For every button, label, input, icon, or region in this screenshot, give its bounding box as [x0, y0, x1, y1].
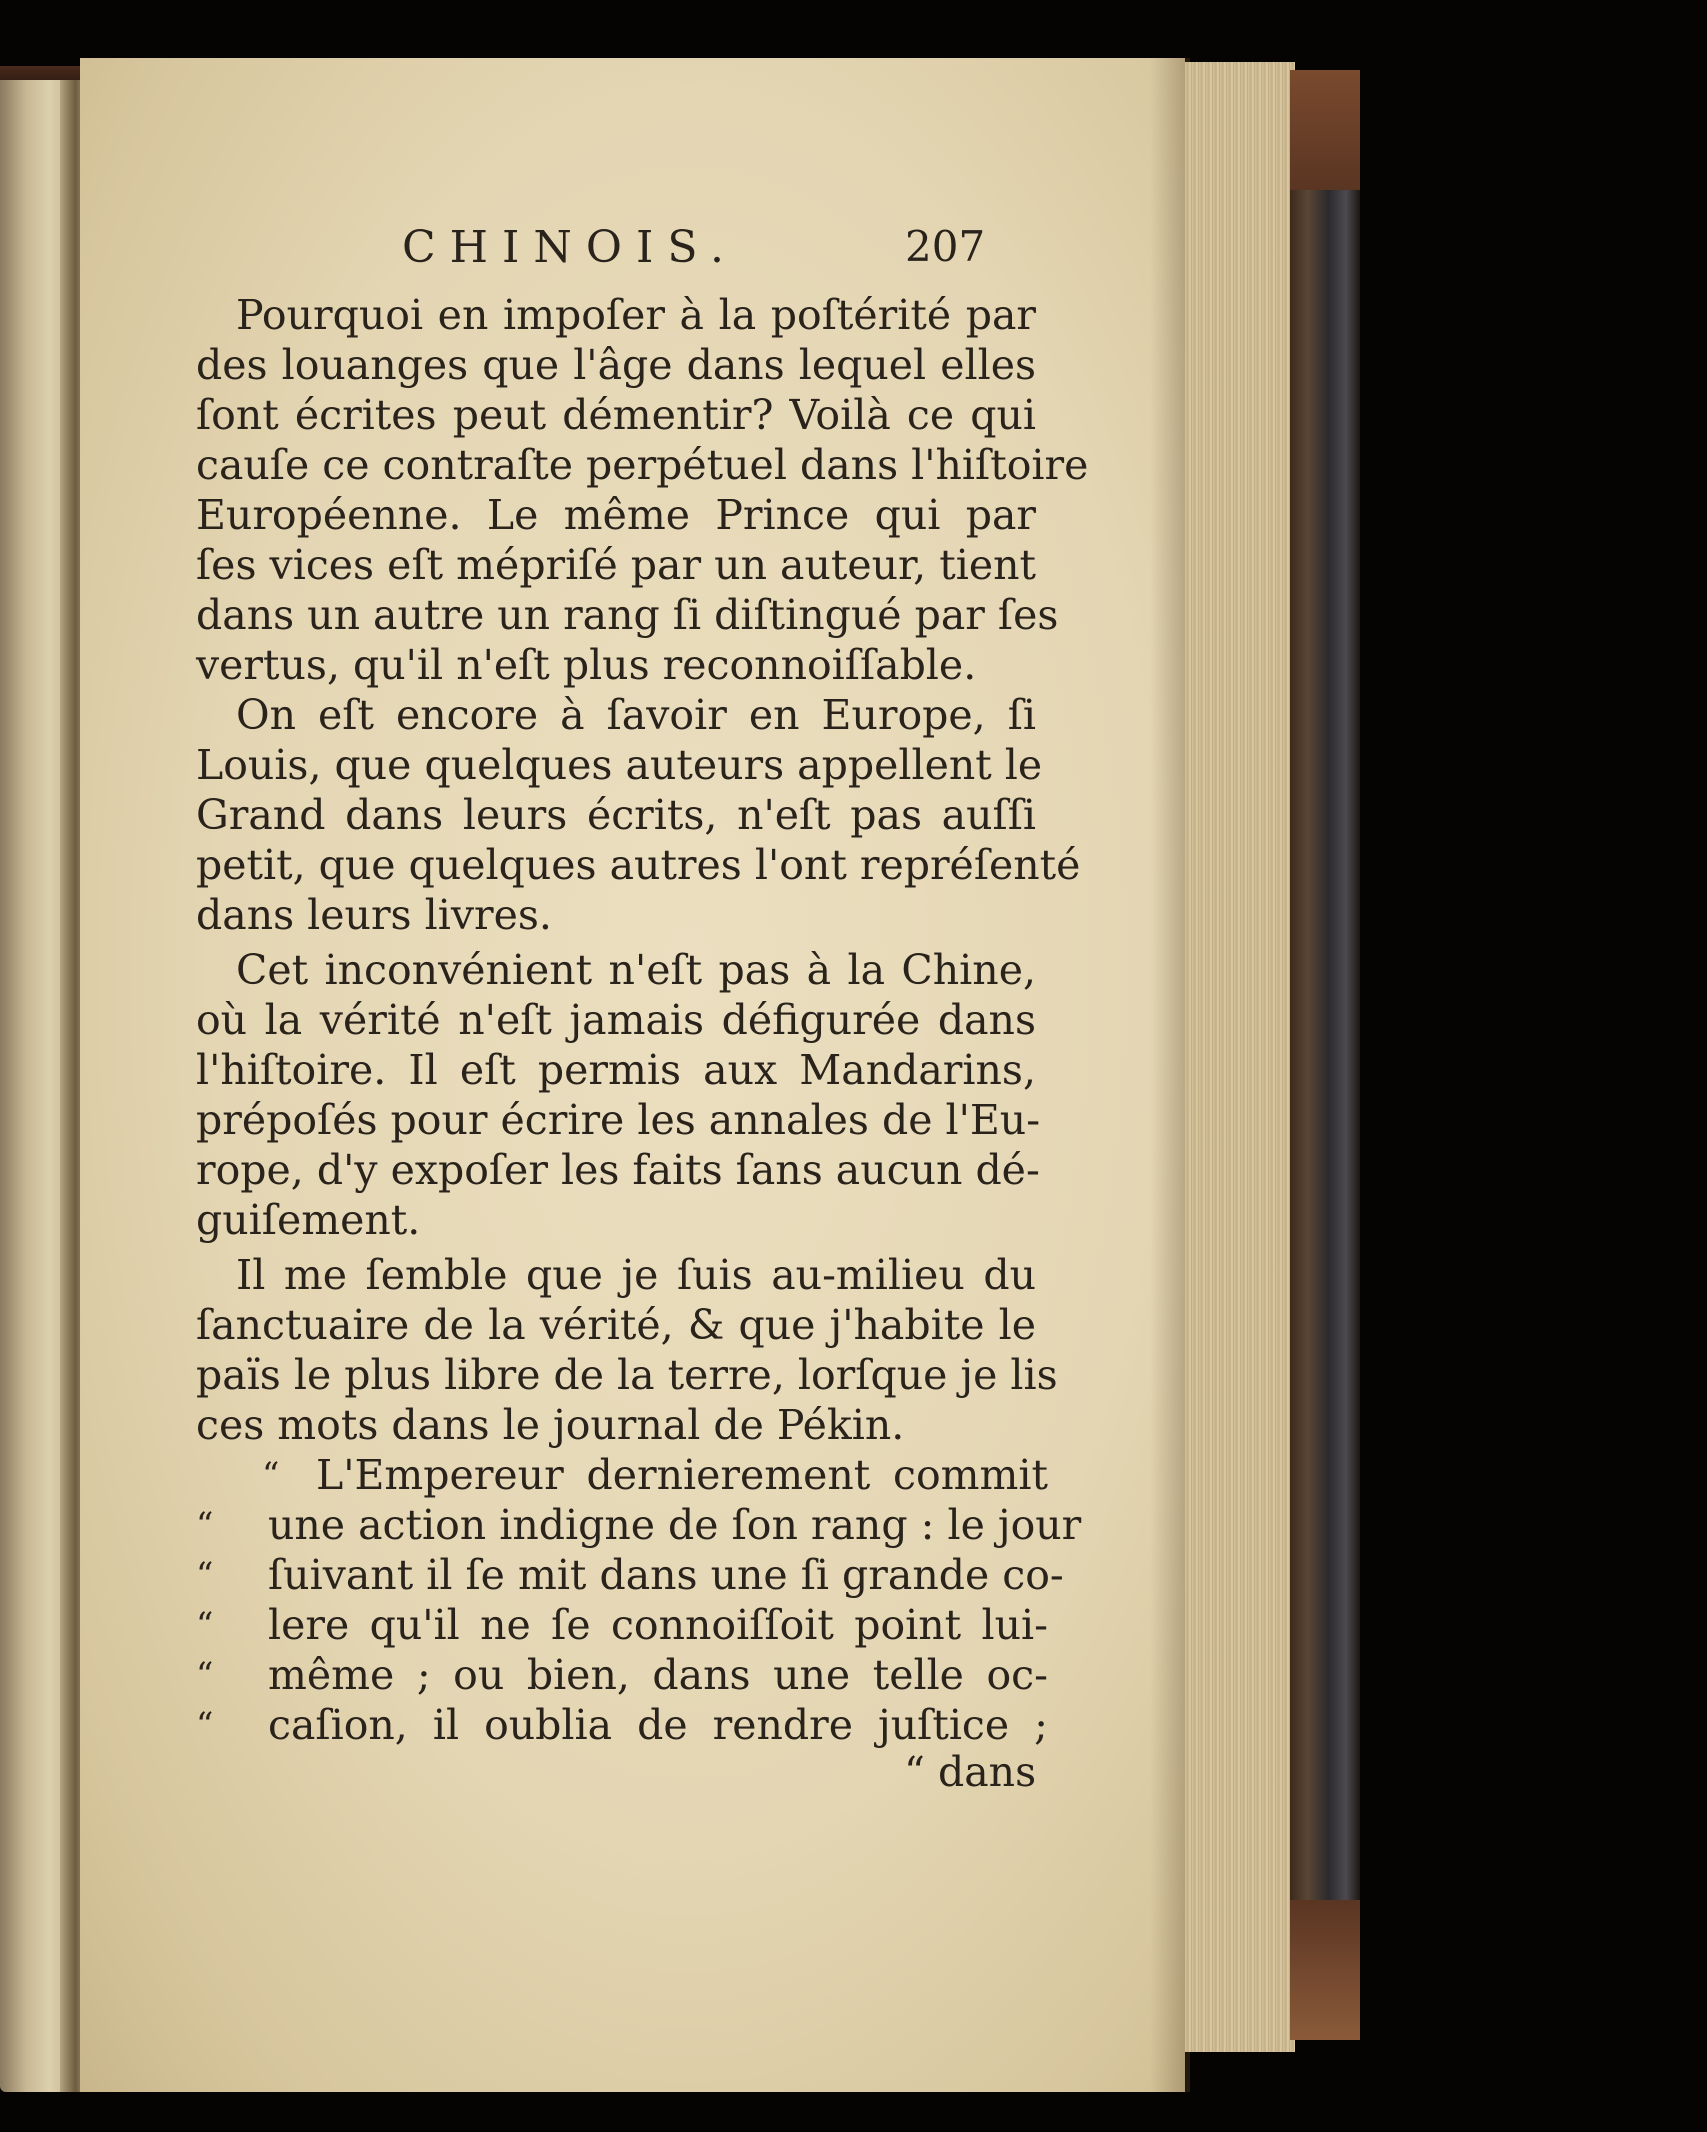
quote-mark: “	[196, 1705, 214, 1745]
text-line: Cet inconvénient n'eſt pas à la Chine,	[236, 946, 1036, 994]
quote-mark: “	[196, 1605, 214, 1645]
text-line: Grand dans leurs écrits, n'eſt pas auſſi	[196, 791, 1036, 839]
quote-mark: “	[196, 1555, 214, 1595]
text-line: païs le plus libre de la terre, lorſque je lis	[196, 1351, 1058, 1399]
leather-corner-bottom	[1290, 1900, 1360, 2040]
leather-corner-top	[1290, 70, 1360, 190]
quote-line: lere qu'il ne ſe connoiſſoit point lui-	[268, 1601, 1048, 1649]
text-line: ſanctuaire de la vérité, & que j'habite le	[196, 1301, 1036, 1349]
quote-mark: “	[196, 1505, 214, 1545]
text-line: l'hiſtoire. Il eſt permis aux Mandarins,	[196, 1046, 1036, 1094]
text-line: cauſe ce contraſte perpétuel dans l'hiſtoire	[196, 441, 1089, 489]
running-head: CHINOIS.	[402, 222, 738, 273]
text-line: petit, que quelques autres l'ont repréſenté	[196, 841, 1081, 889]
text-line: où la vérité n'eſt jamais défigurée dans	[196, 996, 1036, 1044]
text-line: des louanges que l'âge dans lequel elles	[196, 341, 1036, 389]
text-line: On eſt encore à ſavoir en Europe, ſi	[236, 691, 1036, 739]
quote-mark: “	[262, 1455, 280, 1495]
catchword: “ dans	[904, 1748, 1037, 1796]
text-line: Louis, que quelques auteurs appellent le	[196, 741, 1043, 789]
text-line: prépoſés pour écrire les annales de l'Eu-	[196, 1096, 1041, 1144]
quote-line: une action indigne de ſon rang : le jour	[268, 1501, 1082, 1549]
quote-line: même ; ou bien, dans une telle oc-	[268, 1651, 1048, 1699]
page-fore-edge	[1185, 62, 1295, 2052]
previous-page-edge	[0, 80, 66, 2092]
text-line: rope, d'y expoſer les faits ſans aucun dé-	[196, 1146, 1040, 1194]
text-line: guiſement.	[196, 1196, 421, 1244]
text-line: ſont écrites peut démentir? Voilà ce qui	[196, 391, 1036, 439]
text-line: dans leurs livres.	[196, 891, 552, 939]
text-line: vertus, qu'il n'eſt plus reconnoiſſable.	[196, 641, 977, 689]
quote-line: L'Empereur dernierement commit	[316, 1451, 1048, 1499]
quote-mark: “	[196, 1655, 214, 1695]
text-line: ſes vices eſt mépriſé par un auteur, tient	[196, 541, 1036, 589]
quote-line: ſuivant il ſe mit dans une ſi grande co-	[268, 1551, 1064, 1599]
text-line: ces mots dans le journal de Pékin.	[196, 1401, 905, 1449]
text-line: Européenne. Le même Prince qui par	[196, 491, 1036, 539]
text-line: Il me ſemble que je ſuis au-milieu du	[236, 1251, 1036, 1299]
text-line: Pourquoi en impoſer à la poſtérité par	[236, 291, 1036, 339]
text-line: dans un autre un rang ſi diſtingué par ſes	[196, 591, 1059, 639]
page-edge-shadow	[1150, 58, 1190, 2092]
marbled-cover-edge	[1290, 70, 1360, 2030]
quote-line: caſion, il oublia de rendre juſtice ;	[268, 1701, 1048, 1749]
page-number: 207	[905, 222, 986, 271]
